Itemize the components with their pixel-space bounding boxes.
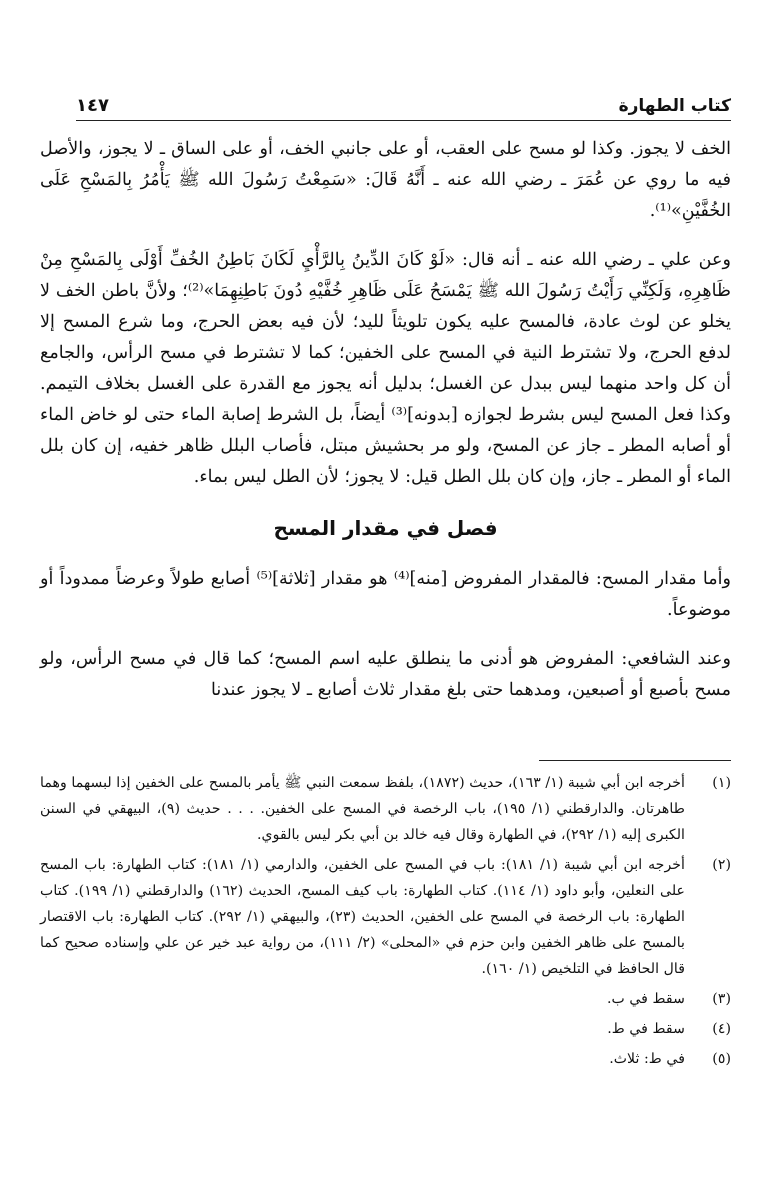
page-number: ١٤٧ bbox=[76, 95, 109, 116]
main-text bbox=[40, 134, 731, 724]
footnotes bbox=[40, 770, 731, 1076]
footnote-text: أخرجه ابن أبي شيبة (١/ ١٨١): باب في المسح على الخفين، والدارمي (١/ ١٨١): كتاب الطهارة: باب المسح على النعلين، وأبو داود (١/ ١١٤). كتاب الطهارة: باب كيف المسح، الحديث (١٦٢) والدارقطني (١/ ١٩٩). كتاب الطهارة: باب الرخصة في المسح على الخفين، الحديث (٢٣)، والبيهقي (١/ ٢٩٢). كتاب الطهارة: باب الاقتصار بالمسح على ظاهر الخفين وابن حزم في «المحلى» (٢/ ١١١)، من رواية عبد خير عن علي وإسناده صحيح كما قال الحافظ في التلخيص (١/ ١٦٠). bbox=[40, 857, 685, 977]
footnote-number: (٥) bbox=[712, 1051, 731, 1067]
footnote bbox=[40, 852, 731, 982]
section-heading: فصل في مقدار المسح bbox=[273, 516, 498, 540]
footnote-text: سقط في ب. bbox=[606, 991, 685, 1007]
paragraph-1: الخف لا يجوز. وكذا لو مسح على العقب، أو على جانبي الخف، أو على الساق ـ لا يجوز، والأصل فيه ما روي عن عُمَرَ ـ رضي الله عنه ـ أَنَّهُ قَالَ: «سَمِعْتُ رَسُولَ الله ﷺ يَأْمُرُ بِالمَسْحِ عَلَى الخُفَّيْنِ»⁽¹⁾. bbox=[40, 139, 731, 221]
page-header bbox=[76, 88, 731, 121]
footnote-text: سقط في ط. bbox=[607, 1021, 685, 1037]
footnote bbox=[40, 1016, 731, 1042]
running-title: كتاب الطهارة bbox=[618, 96, 731, 116]
footnote-separator bbox=[539, 760, 731, 761]
footnote-text: في ط: ثلاث. bbox=[609, 1051, 685, 1067]
footnote bbox=[40, 1046, 731, 1072]
footnote bbox=[40, 986, 731, 1012]
footnote-number: (١) bbox=[712, 775, 731, 791]
paragraph-4: وعند الشافعي: المفروض هو أدنى ما ينطلق عليه اسم المسح؛ كما قال في مسح الرأس، ولو مسح بأصبع أو أصبعين، ومدهما حتى بلغ مقدار ثلاث أصابع ـ لا يجوز عندنا bbox=[40, 649, 731, 700]
footnote bbox=[40, 770, 731, 848]
paragraph-2: وعن علي ـ رضي الله عنه ـ أنه قال: «لَوْ كَانَ الدِّينُ بِالرَّأْيِ لَكَانَ بَاطِنُ الخُفِّ أَوْلَى بِالمَسْحِ مِنْ ظَاهِرِهِ، وَلَكِنِّي رَأَيْتُ رَسُولَ الله ﷺ يَمْسَحُ عَلَى ظَاهِرِ خُفَّيْهِ دُونَ بَاطِنِهِمَا»⁽²⁾؛ ولأنَّ باطن الخف لا يخلو عن لوث عادة، فالمسح عليه يكون تلويثاً لليد؛ لأن فيه بعض الحرج، وما شرع المسح إلا لدفع الحرج، ولا تشترط النية في المسح على الخفين؛ كما لا تشترط في مسح الرأس، والجامع أن كل واحد منهما ليس ببدل عن الغسل؛ بدليل أنه يجوز مع القدرة على الغسل بخلاف التيمم. وكذا فعل المسح ليس بشرط لجوازه [بدونه]⁽³⁾ أيضاً، بل الشرط إصابة الماء حتى لو خاض الماء أو أصابه المطر ـ جاز عن المسح، ولو مر بحشيش مبتل، فأصاب البلل ظاهر خفيه، إن كان بلل الماء أو المطر ـ جاز، وإن كان بلل الطل قيل: لا يجوز؛ لأن الطل ليس بماء. bbox=[40, 250, 731, 487]
footnote-number: (٣) bbox=[712, 991, 731, 1007]
footnote-number: (٢) bbox=[712, 857, 731, 873]
paragraph-3: وأما مقدار المسح: فالمقدار المفروض [منه]⁽⁴⁾ هو مقدار [ثلاثة]⁽⁵⁾ أصابع طولاً وعرضاً ممدوداً أو موضوعاً. bbox=[40, 569, 732, 620]
footnote-text: أخرجه ابن أبي شيبة (١/ ١٦٣)، حديث (١٨٧٢)، بلفظ سمعت النبي ﷺ يأمر بالمسح على الخفين إذا لبسهما وهما طاهرتان. والدارقطني (١/ ١٩٥)، باب الرخصة في المسح على الخفين. . . . حديث (٩)، البيهقي في السنن الكبرى إليه (١/ ٢٩٢)، في الطهارة وقال فيه خالد بن أبي بكر ليس بالقوي. bbox=[40, 775, 686, 843]
footnote-number: (٤) bbox=[712, 1021, 731, 1037]
